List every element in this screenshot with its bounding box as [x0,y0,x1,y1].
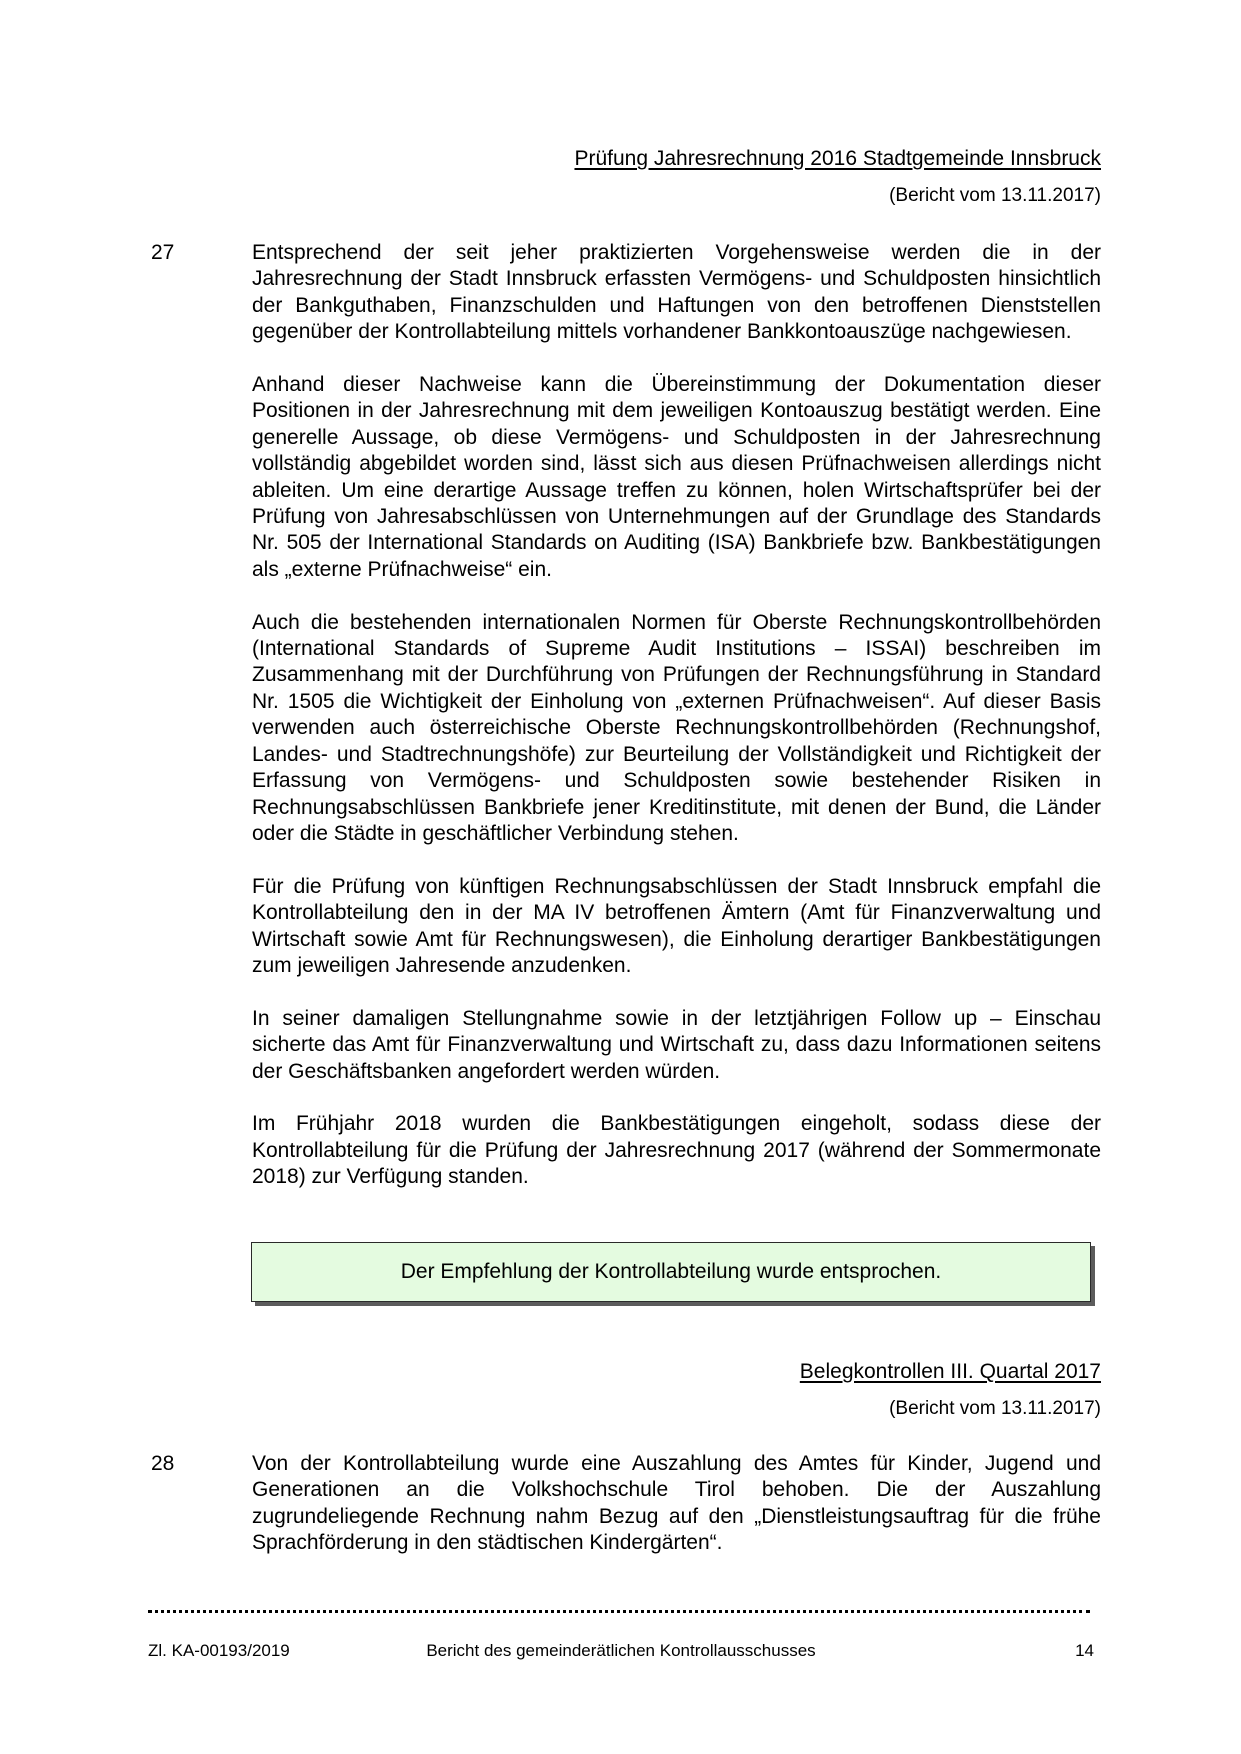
section-27-paragraph-5: In seiner damaligen Stellungnahme sowie in der letztjährigen Follow up – Einschau sicherte das Amt für Finanzverwaltung und Wirtschaft zu, dass dazu Informationen seitens der Geschäftsbanken angefordert werden würden. [252,1006,1101,1083]
footer-page-number: 14 [1075,1641,1094,1660]
footer-dotted-divider [148,1596,1090,1613]
section-27-title: Prüfung Jahresrechnung 2016 Stadtgemeinde Innsbruck [574,147,1101,170]
section-27-report-date: (Bericht vom 13.11.2017) [889,185,1101,206]
section-27-paragraph-2: Anhand dieser Nachweise kann die Übereinstimmung der Dokumentation dieser Positionen in der Jahresrechnung mit dem jeweiligen Kontoauszug bestätigt werden. Eine generelle Aussage, ob diese Vermögens- und Schuldposten in der Jahresrechnung vollständig abgebildet worden sind, lässt sich aus diesen Prüfnachweisen allerdings nicht ableiten. Um eine derartige Aussage treffen zu können, holen Wirtschaftsprüfer bei der Prüfung von Jahresabschlüssen von Unternehmungen auf der Grundlage des Standards Nr. 505 der International Standards on Auditing (ISA) Bankbriefe bzw. Bankbestätigungen als „externe Prüfnachweise“ ein. [252,373,1101,581]
footer-reference: Zl. KA-00193/2019 [148,1641,290,1660]
section-27-number: 27 [151,241,175,264]
section-27-paragraph-4: Für die Prüfung von künftigen Rechnungsabschlüssen der Stadt Innsbruck empfahl die Kontrollabteilung den in der MA IV betroffenen Ämtern (Amt für Finanzverwaltung und Wirtschaft sowie Amt für Rechnungswesen), die Einholung derartiger Bankbestätigungen zum jeweiligen Jahresende anzudenken. [252,874,1101,977]
section-28-number: 28 [151,1452,175,1475]
section-28-title: Belegkontrollen III. Quartal 2017 [799,1360,1101,1383]
recommendation-box [251,1242,1091,1302]
footer-document-title: Bericht des gemeinderätlichen Kontrollausschusses [426,1641,816,1660]
section-28-report-date: (Bericht vom 13.11.2017) [889,1398,1101,1419]
page-footer [148,1640,1094,1664]
section-28-paragraph-1: Von der Kontrollabteilung wurde eine Auszahlung des Amtes für Kinder, Jugend und Generationen an die Volkshochschule Tirol behoben. Die der Auszahlung zugrundeliegende Rechnung nahm Bezug auf den „Dienstleistungsauftrag für die frühe Sprachförderung in den städtischen Kindergärten“. [252,1452,1101,1555]
section-27-paragraph-1: Entsprechend der seit jeher praktizierten Vorgehensweise werden die in der Jahresrechnung der Stadt Innsbruck erfassten Vermögens- und Schuldposten hinsichtlich der Bankguthaben, Finanzschulden und Haftungen von den betroffenen Dienststellen gegenüber der Kontrollabteilung mittels vorhandener Bankkontoauszüge nachgewiesen. [252,241,1101,344]
section-27-heading [574,145,1101,210]
section-27-body [252,240,1101,1191]
section-27-paragraph-3: Auch die bestehenden internationalen Normen für Oberste Rechnungskontrollbehörden (International Standards of Supreme Audit Institutions – ISSAI) beschreiben im Zusammenhang mit der Durchführung von Prüfungen der Rechnungsführung in Standard Nr. 1505 die Wichtigkeit der Einholung von „externen Prüfnachweisen“. Auf dieser Basis verwenden auch österreichische Oberste Rechnungskontrollbehörden (Rechnungshof, Landes- und Stadtrechnungshöfe) zur Beurteilung der Vollständigkeit und Richtigkeit der Erfassung von Vermögens- und Schuldposten sowie bestehender Risiken in Rechnungsabschlüssen Bankbriefe jener Kreditinstitute, mit denen der Bund, die Länder oder die Städte in geschäftlicher Verbindung stehen. [252,610,1101,845]
section-28-heading [800,1358,1101,1423]
recommendation-text: Der Empfehlung der Kontrollabteilung wurde entsprochen. [400,1260,942,1283]
section-27-paragraph-6: Im Frühjahr 2018 wurden die Bankbestätigungen eingeholt, sodass diese der Kontrollabteilung für die Prüfung der Jahresrechnung 2017 (während der Sommermonate 2018) zur Verfügung standen. [252,1112,1101,1189]
section-28-body [252,1451,1101,1557]
